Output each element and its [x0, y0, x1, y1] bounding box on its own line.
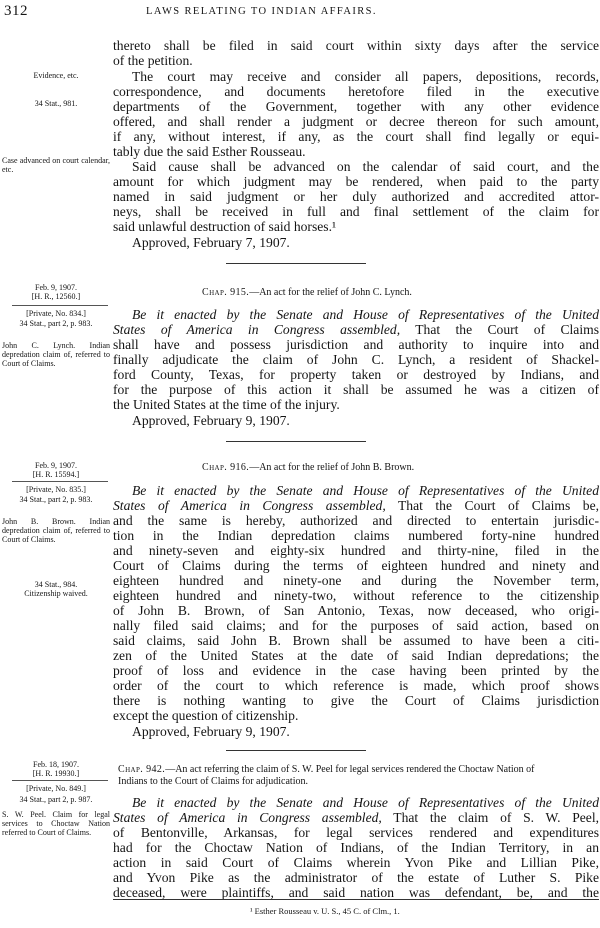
margin-note-date: Feb. 9, 1907.: [35, 283, 77, 292]
text-line: said unlawful destruction of said horses.¹: [113, 219, 337, 234]
chapter-label: Chap. 942.: [118, 764, 166, 775]
text-line: action in said Court of Claims wherein Yvon Pike and Lillian Pike,: [113, 855, 599, 870]
chapter-label: Chap. 915.: [202, 287, 250, 298]
footnote: ¹ Esther Rousseau v. U. S., 45 C. of Clm., 1.: [250, 906, 400, 916]
chapter-label: Chap. 916.: [202, 462, 250, 473]
text-line: of Bentonville, Arkansas, for legal services rendered and expenditures: [113, 825, 599, 840]
text-line: Court of Claims during the terms of eighteen hundred and ninety and: [113, 558, 599, 573]
text-line: of the petition.: [113, 53, 193, 68]
margin-note-evidence: Evidence, etc.: [33, 71, 79, 80]
page-number: 312: [4, 3, 28, 19]
text-line: if any, without interest, if any, as the court shall find legally or equi-: [113, 129, 599, 144]
text-line: tion in the Indian depredation claims numbered forty-nine hundred: [113, 528, 599, 543]
text-line: and ninety-seven and eighty-six hundred and thirty-nine, filed in the: [113, 543, 599, 558]
text-line: offered, and shall render a judgment or decree thereon for such amount,: [113, 114, 599, 129]
margin-note-statute: 34 Stat., part 2, p. 987.: [19, 795, 93, 804]
margin-note-subject: S. W. Peel. Claim for legal services to Choctaw Nation referred to Court of Claims.: [2, 810, 110, 837]
margin-rule: [12, 481, 108, 482]
text-line: and the same is hereby, authorized and directed to entertain jurisdic-: [113, 513, 599, 528]
margin-note-citizenship: Citizenship waived.: [24, 589, 88, 598]
text-line: eighteen hundred and ninety-one and during the November term,: [113, 573, 599, 588]
text-line: proof of loss and evidence in the case having been printed by the: [113, 663, 599, 678]
section-separator: [226, 263, 366, 264]
text-line: order of the court to which reference is made, which proof shows: [113, 678, 599, 693]
margin-note-statute: 34 Stat., 981.: [34, 99, 78, 108]
chapter-heading: [202, 462, 414, 474]
section-separator: [226, 441, 366, 442]
margin-rule: [12, 780, 108, 781]
margin-note-statute: 34 Stat., part 2, p. 983.: [19, 495, 93, 504]
text-line: thereto shall be filed in said court within sixty days after the service: [113, 38, 599, 53]
text-span: That the Court of Claims: [400, 322, 599, 337]
margin-note-statute: 34 Stat., 984.: [34, 580, 78, 589]
enacting-clause: States of America in Congress assembled,: [113, 498, 386, 513]
text-line: Said cause shall be advanced on the calendar of said court, and the: [132, 159, 599, 174]
margin-note-subject: John B. Brown. Indian depredation claim of, referred to Court of Claims.: [2, 517, 110, 544]
text-line: The court may receive and consider all papers, depositions, records,: [132, 69, 599, 84]
margin-note-advanced: Case advanced on court calendar, etc.: [2, 156, 110, 174]
running-head: LAWS RELATING TO INDIAN AFFAIRS.: [146, 6, 377, 17]
text-line: for the purpose of this action it shall be assumed he was a citizen of: [113, 382, 599, 397]
text-line: finally adjudicate the claim of John C. Lynch, a resident of Shackel-: [113, 352, 599, 367]
text-line: eighteen hundred and ninety-two, without reference to the citizenship: [113, 588, 599, 603]
text-line: [132, 307, 599, 322]
text-line: [132, 795, 599, 810]
chapter-heading: [202, 287, 412, 299]
enacting-clause: Be it enacted by the Senate and House of Representatives of the United: [132, 483, 599, 498]
margin-rule: [12, 305, 108, 306]
text-line: had for the Choctaw Nation of Indians, of the Indian Territory, in an: [113, 840, 599, 855]
margin-note-statute: 34 Stat., part 2, p. 983.: [19, 319, 93, 328]
text-line: deceased, were plaintiffs, and said nation was defendant, be, and the: [113, 885, 599, 900]
enacting-clause: States of America in Congress assembled,: [113, 322, 401, 337]
enacting-clause: Be it enacted by the Senate and House of Representatives of the United: [132, 307, 599, 322]
margin-note-date: Feb. 9, 1907.: [35, 461, 77, 470]
enacting-clause: States of America in Congress assembled,: [113, 810, 382, 825]
approved-line: Approved, February 7, 1907.: [132, 235, 290, 250]
approved-line: Approved, February 9, 1907.: [132, 724, 290, 739]
page-header: [0, 3, 600, 23]
text-line: [132, 483, 599, 498]
margin-note-date: Feb. 18, 1907.: [33, 760, 79, 769]
section-separator: [226, 750, 366, 751]
text-line: neys, shall be received in full and final settlement of the claim for: [113, 204, 599, 219]
margin-note-private: [Private, No. 835.]: [26, 485, 86, 494]
text-line: named in said judgment or her duly authorized and accredited attor-: [113, 189, 599, 204]
text-line: nally filed said claims; and for the purposes of said action, based on: [113, 618, 599, 633]
text-span: That the Court of Claims be,: [385, 498, 600, 513]
margin-note-bill: [H. R. 19930.]: [32, 769, 80, 778]
text-line: amount for which judgment may be rendered, when paid to the party: [113, 174, 599, 189]
text-line: and Yvon Pike as the administrator of the estate of Luther S. Pike: [113, 870, 599, 885]
text-line: shall have and possess jurisdiction and authority to inquire into and: [113, 337, 599, 352]
text-line: correspondence, and documents heretofore filed in the executive: [113, 84, 599, 99]
margin-note-bill: [H. R. 15594.]: [32, 470, 80, 479]
footnote-rule: [113, 899, 599, 900]
chapter-title: —An act for the relief of John B. Brown.: [249, 462, 415, 473]
chapter-heading: [118, 764, 538, 788]
margin-note-private: [Private, No. 849.]: [26, 784, 86, 793]
text-line: except the question of citizenship.: [113, 708, 299, 723]
text-line: said claims, said John B. Brown shall be assumed to have been a citi-: [113, 633, 599, 648]
approved-line: Approved, February 9, 1907.: [132, 413, 290, 428]
margin-note-subject: John C. Lynch. Indian depredation claim of, referred to Court of Claims.: [2, 341, 110, 368]
text-line: [113, 810, 599, 825]
text-line: of John B. Brown, of San Antonio, Texas, now deceased, who origi-: [113, 603, 599, 618]
text-line: the United States at the time of the injury.: [113, 397, 340, 412]
text-span: That the claim of S. W. Peel,: [381, 810, 599, 825]
text-line: there is nothing wanting to give the Court of Claims jurisdiction: [113, 693, 599, 708]
chapter-title: —An act for the relief of John C. Lynch.: [249, 287, 412, 298]
text-line: ford County, Texas, for property taken or destroyed by Indians, and: [113, 367, 599, 382]
margin-note-bill: [H. R., 12560.]: [31, 292, 81, 301]
text-line: tably due the said Esther Rousseau.: [113, 144, 306, 159]
chapter-title: —An act referring the claim of S. W. Peel for legal services rendered the Choctaw Nation of Indians to the Court of Claims for adjudication.: [118, 764, 535, 787]
text-line: [113, 322, 599, 337]
margin-note-private: [Private, No. 834.]: [26, 309, 86, 318]
enacting-clause: Be it enacted by the Senate and House of Representatives of the United: [132, 795, 599, 810]
text-line: zen of the United States at the date of said Indian depredations; the: [113, 648, 599, 663]
text-line: [113, 498, 599, 513]
text-line: departments of the Government, together with any other evidence: [113, 99, 599, 114]
